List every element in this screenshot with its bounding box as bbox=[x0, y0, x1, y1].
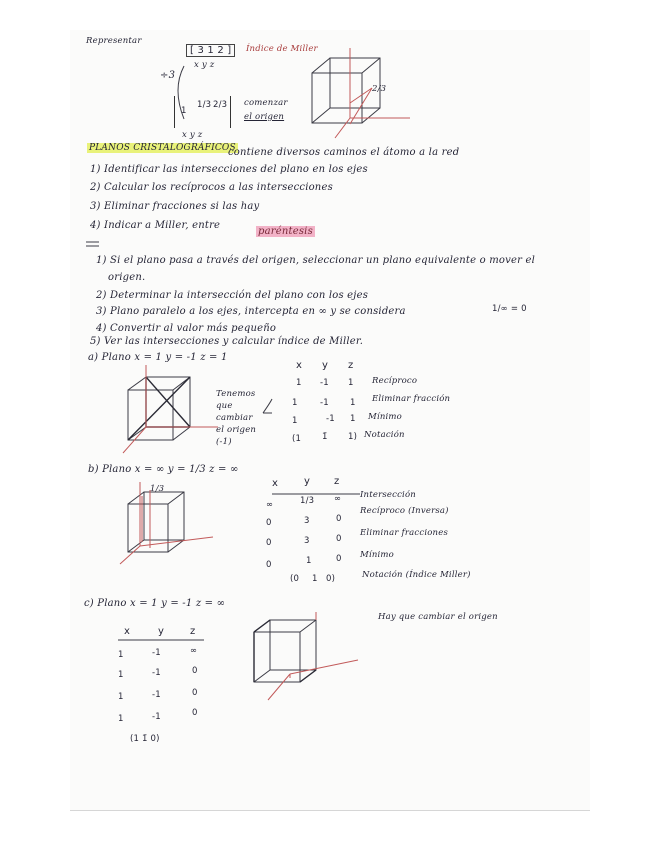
b-h-z: z bbox=[334, 476, 340, 487]
ejemplo-c-note: Hay que cambiar el origen bbox=[378, 612, 498, 622]
matrix-x: 1 bbox=[181, 106, 187, 116]
c-r1-z: ∞ bbox=[190, 646, 198, 656]
matrix-note-1: comenzar bbox=[244, 98, 288, 108]
cube-z-label: 2/3 bbox=[372, 84, 387, 94]
c-header-rule bbox=[118, 638, 208, 642]
c-r3-y: -1 bbox=[152, 690, 161, 700]
parentesis-highlight bbox=[256, 226, 315, 237]
a-h-y: y bbox=[322, 360, 329, 371]
planos-title-text: PLANOS CRISTALOGRÁFICOS bbox=[89, 143, 236, 153]
b-h-x: x bbox=[272, 478, 279, 489]
b-r3-label: Eliminar fracciones bbox=[360, 528, 449, 538]
b-r5-y: 1 bbox=[312, 574, 318, 584]
cube-diagram-header bbox=[300, 48, 410, 143]
a-r1-label: Recíproco bbox=[372, 376, 418, 386]
step-2: 2) Calcular los recíprocos a las intersecciones bbox=[90, 182, 333, 193]
b-r2-y: 3 bbox=[304, 516, 310, 526]
a-r3-label: Mínimo bbox=[368, 412, 402, 422]
rule-4: 4) Convertir al valor más pequeño bbox=[96, 323, 277, 334]
c-r3-z: 0 bbox=[192, 688, 198, 698]
b-r2-label: Recíproco (Inversa) bbox=[360, 506, 449, 516]
b-r1-y: 1/3 bbox=[300, 496, 315, 506]
b-r5-x: (0 bbox=[290, 574, 300, 584]
a-r4-y: 1̄ bbox=[322, 432, 328, 442]
b-r2-x: 0 bbox=[266, 518, 272, 528]
miller-note: Índice de Miller bbox=[246, 44, 318, 54]
planos-title bbox=[87, 143, 238, 153]
a-r3-y: -1 bbox=[326, 414, 335, 424]
a-r4-z: 1) bbox=[348, 432, 358, 442]
c-r4-z: 0 bbox=[192, 708, 198, 718]
a-h-x: x bbox=[296, 360, 303, 371]
rule-5: 5) Ver las intersecciones y calcular índice de Miller. bbox=[90, 336, 364, 347]
note-line-1: Tenemos bbox=[216, 389, 256, 399]
b-r3-z: 0 bbox=[336, 534, 342, 544]
b-r1-label: Intersección bbox=[360, 490, 416, 500]
a-r1-z: 1 bbox=[348, 378, 354, 388]
b-r5-z: 0) bbox=[326, 574, 336, 584]
a-r2-x: 1 bbox=[292, 398, 298, 408]
c-r2-y: -1 bbox=[152, 668, 161, 678]
b-r5-label: Notación (Índice Miller) bbox=[362, 570, 471, 580]
step-1: 1) Identificar las intersecciones del plano en los ejes bbox=[90, 164, 368, 175]
cube-diagram-b bbox=[118, 482, 218, 567]
represent-label: Representar bbox=[86, 36, 142, 46]
arrow-a bbox=[262, 398, 274, 428]
ejemplo-b-title: b) Plano x = ∞ y = 1/3 z = ∞ bbox=[88, 464, 239, 475]
c-h-x: x bbox=[124, 626, 131, 637]
c-h-y: y bbox=[158, 626, 165, 637]
b-r2-z: 0 bbox=[336, 514, 342, 524]
parentesis-text: paréntesis bbox=[258, 226, 313, 237]
cube-diagram-a bbox=[118, 365, 228, 455]
ejemplo-a-note bbox=[216, 388, 256, 448]
planos-title-rest: contiene diversos caminos el átomo a la red bbox=[228, 147, 460, 158]
a-r1-x: 1 bbox=[296, 378, 302, 388]
a-h-z: z bbox=[348, 360, 354, 371]
double-line-mark bbox=[85, 240, 101, 248]
step-4: 4) Indicar a Miller, entre bbox=[90, 220, 221, 231]
b-r4-x: 0 bbox=[266, 560, 272, 570]
note-line-2: que bbox=[216, 401, 233, 411]
b-r3-y: 3 bbox=[304, 536, 310, 546]
step-3: 3) Eliminar fracciones si las hay bbox=[90, 201, 260, 212]
matrix-axes: x y z bbox=[182, 130, 203, 140]
a-r2-y: -1 bbox=[320, 398, 329, 408]
rule-2: 2) Determinar la intersección del plano con los ejes bbox=[96, 290, 369, 301]
b-r4-z: 0 bbox=[336, 554, 342, 564]
c-r1-y: -1 bbox=[152, 648, 161, 658]
c-r3-x: 1 bbox=[118, 692, 124, 702]
b-r4-y: 1 bbox=[306, 556, 312, 566]
rule-3: 3) Plano paralelo a los ejes, intercepta en ∞ y se considera bbox=[96, 306, 406, 317]
triplet-axes: x y z bbox=[194, 60, 215, 70]
matrix-z: 2/3 bbox=[213, 100, 228, 110]
rule-3-fraction: 1/∞ = 0 bbox=[492, 304, 527, 314]
b-r3-x: 0 bbox=[266, 538, 272, 548]
b-r1-x: ∞ bbox=[266, 500, 274, 510]
b-header-rule bbox=[272, 492, 362, 496]
b-h-y: y bbox=[304, 476, 311, 487]
a-r3-x: 1 bbox=[292, 416, 298, 426]
c-result: (1 1̄ 0) bbox=[130, 734, 160, 744]
c-r2-z: 0 bbox=[192, 666, 198, 676]
rule-1: 1) Si el plano pasa a través del origen, seleccionar un plano equivalente o mover el bbox=[96, 255, 535, 266]
a-r2-z: 1 bbox=[350, 398, 356, 408]
ejemplo-a-title: a) Plano x = 1 y = -1 z = 1 bbox=[88, 352, 228, 363]
matrix-y: 1/3 bbox=[197, 100, 212, 110]
a-r3-z: 1 bbox=[350, 414, 356, 424]
rule-1b: origen. bbox=[108, 272, 146, 283]
matrix-note-2: el origen bbox=[244, 112, 285, 122]
note-line-4: el origen bbox=[216, 425, 257, 435]
c-r1-x: 1 bbox=[118, 650, 124, 660]
a-r4-label: Notación bbox=[364, 430, 405, 440]
b-r1-z: ∞ bbox=[334, 494, 342, 504]
miller-triplet: [ 3 1 2 ] bbox=[186, 44, 235, 57]
b-r4-label: Mínimo bbox=[360, 550, 394, 560]
matrix bbox=[174, 96, 231, 128]
c-r4-y: -1 bbox=[152, 712, 161, 722]
divide-label: ÷3 bbox=[160, 70, 176, 81]
note-line-5: (-1) bbox=[216, 437, 232, 447]
c-r4-x: 1 bbox=[118, 714, 124, 724]
cube-b-label: 1/3 bbox=[150, 484, 165, 494]
a-r4-x: (1 bbox=[292, 434, 302, 444]
c-h-z: z bbox=[190, 626, 196, 637]
ejemplo-c-title: c) Plano x = 1 y = -1 z = ∞ bbox=[84, 598, 226, 609]
cube-diagram-c bbox=[238, 612, 368, 707]
a-r1-y: -1 bbox=[320, 378, 329, 388]
note-line-3: cambiar bbox=[216, 413, 253, 423]
a-r2-label: Eliminar fracción bbox=[372, 394, 451, 404]
c-r2-x: 1 bbox=[118, 670, 124, 680]
